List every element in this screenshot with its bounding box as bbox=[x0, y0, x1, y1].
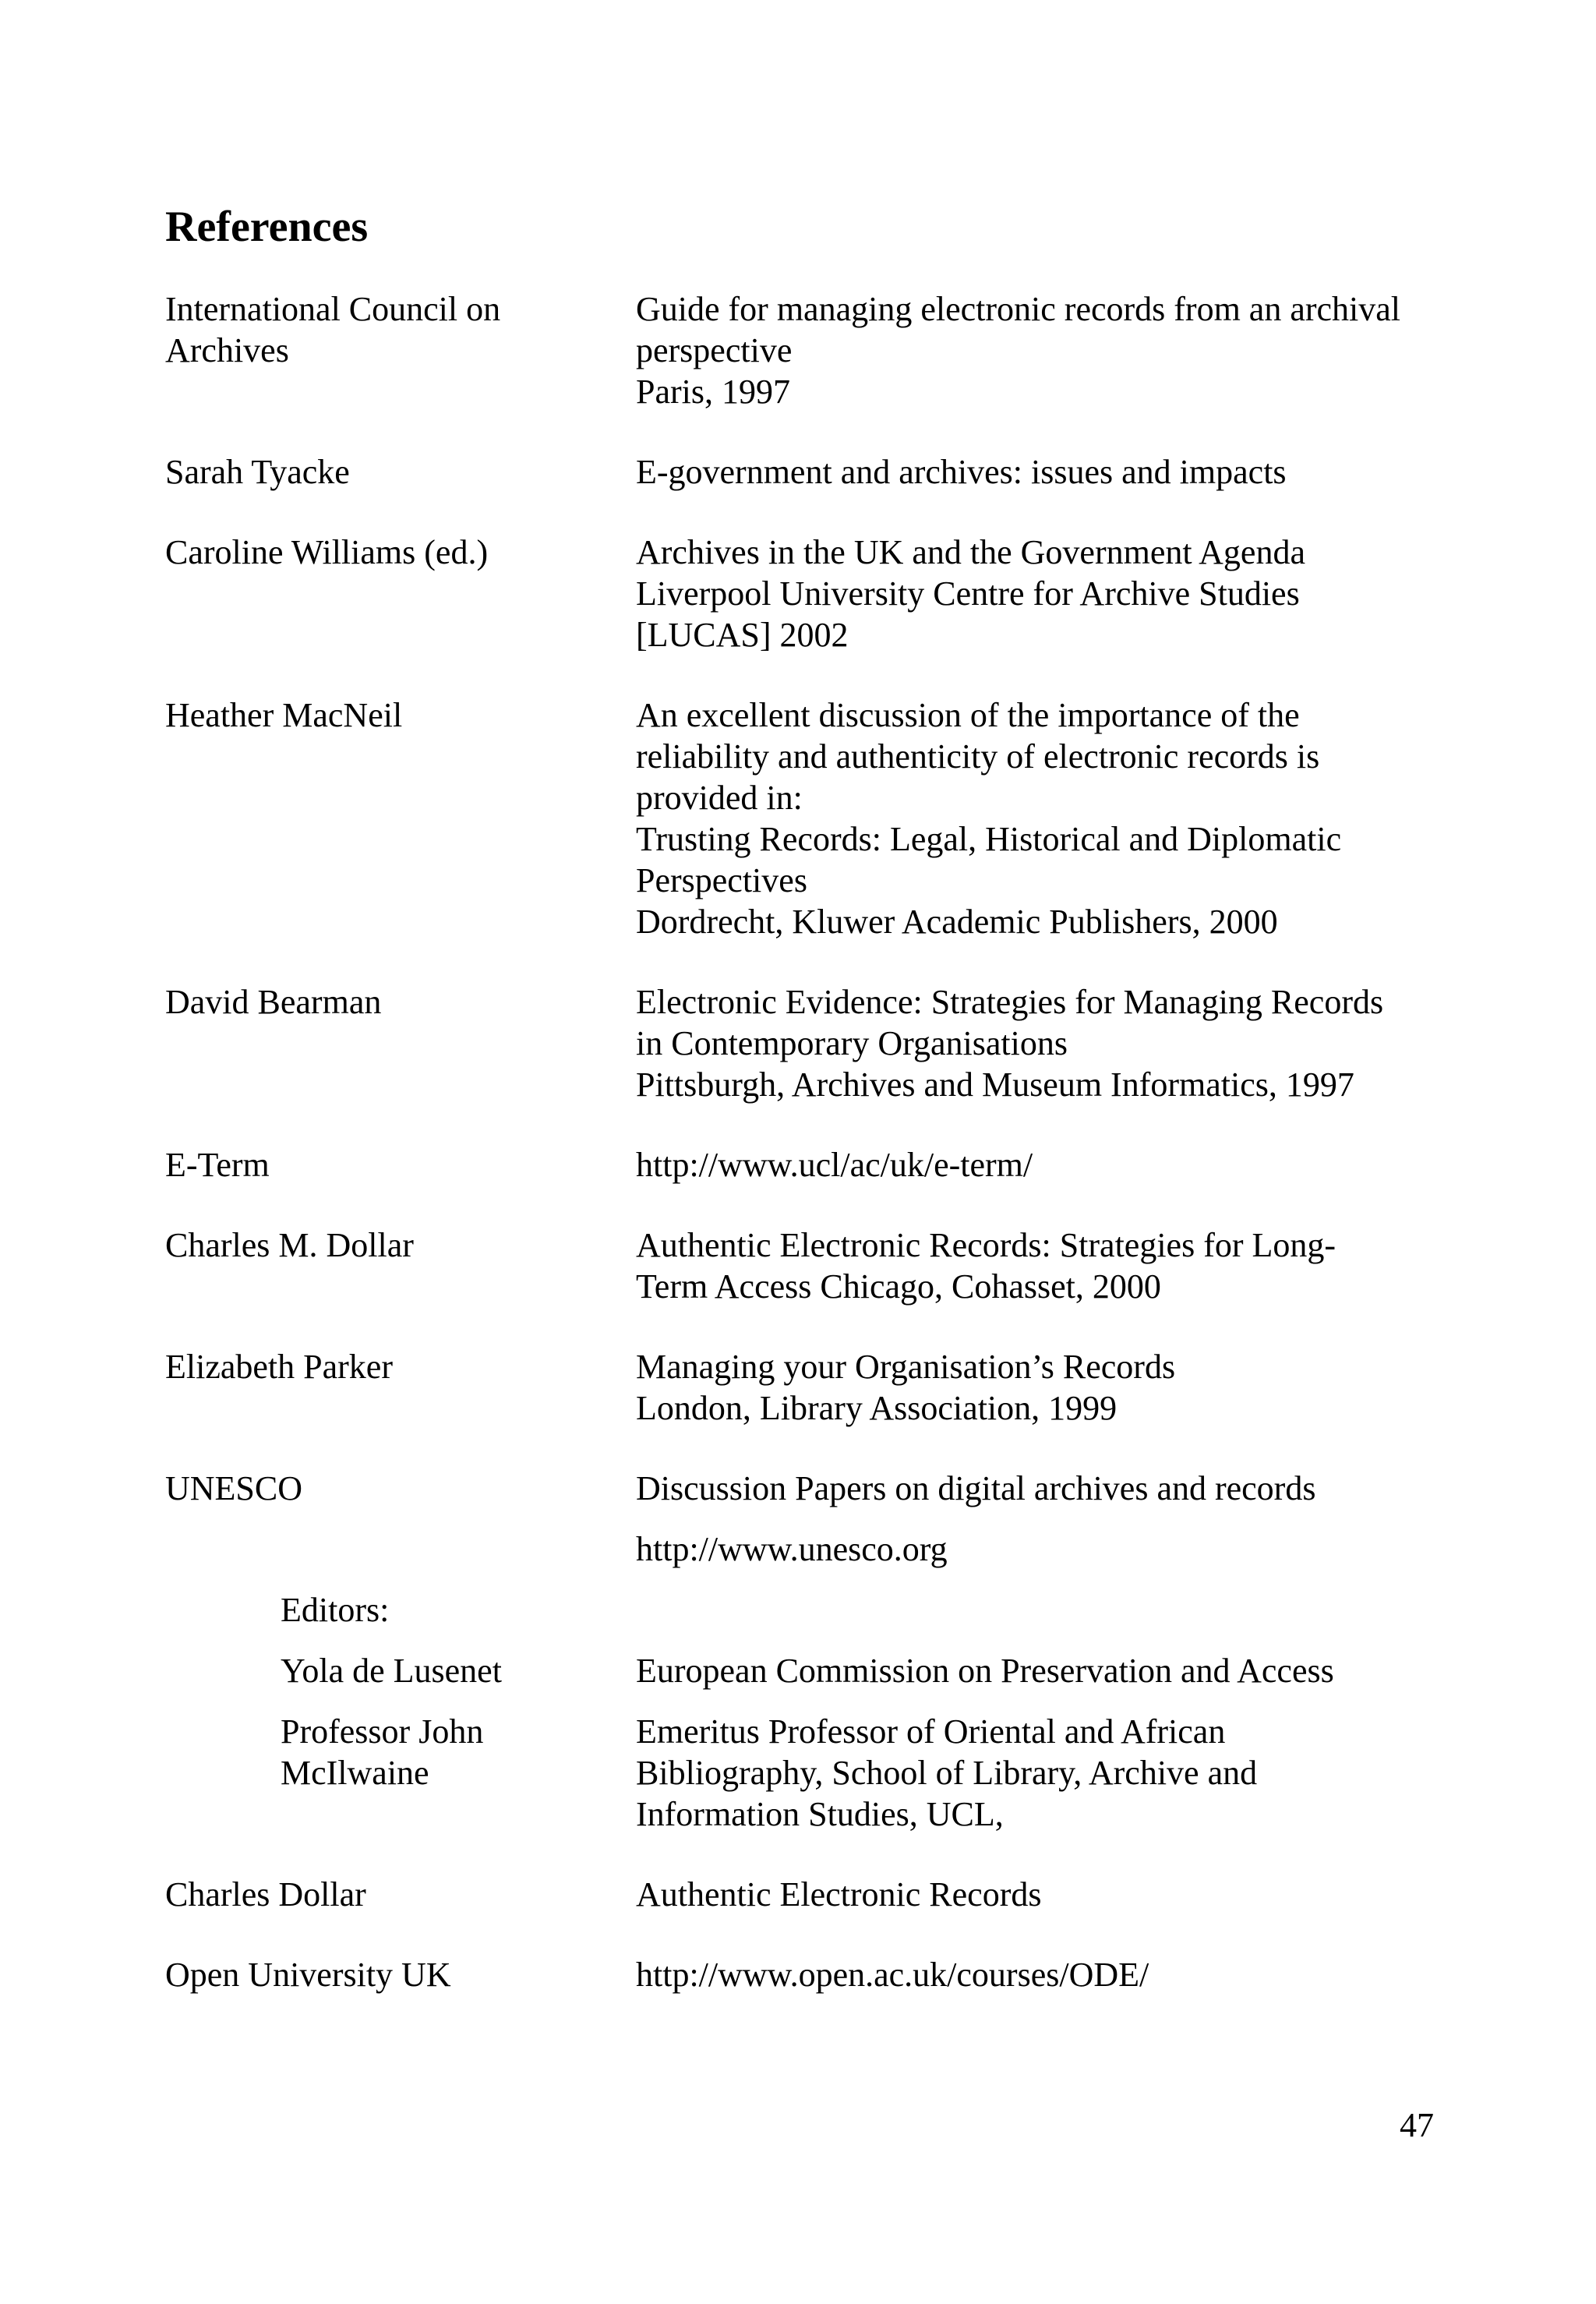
reference-work bbox=[636, 1468, 1451, 1509]
work-line: Authentic Electronic Records bbox=[636, 1875, 1042, 1914]
reference-author bbox=[165, 981, 602, 1023]
reference-work bbox=[636, 451, 1451, 493]
author-line: McIlwaine bbox=[281, 1754, 429, 1792]
work-line: Pittsburgh, Archives and Museum Informatics, 1997 bbox=[636, 1065, 1354, 1104]
page-number: 47 bbox=[1400, 2106, 1434, 2144]
reference-work bbox=[636, 288, 1451, 412]
reference-work bbox=[636, 1144, 1451, 1186]
reference-entry bbox=[165, 1346, 1451, 1429]
work-line: Paris, 1997 bbox=[636, 373, 790, 411]
author-line: Heather MacNeil bbox=[165, 696, 403, 734]
author-line: Caroline Williams (ed.) bbox=[165, 533, 489, 571]
reference-work bbox=[636, 1650, 1451, 1691]
reference-work bbox=[636, 532, 1451, 656]
work-line: [LUCAS] 2002 bbox=[636, 616, 849, 654]
reference-work bbox=[636, 694, 1451, 942]
work-line: provided in: bbox=[636, 779, 803, 817]
reference-entry bbox=[165, 981, 1451, 1105]
reference-work bbox=[636, 1711, 1451, 1835]
reference-work bbox=[636, 1954, 1451, 1995]
reference-work bbox=[636, 1346, 1451, 1429]
author-line: UNESCO bbox=[165, 1469, 303, 1507]
reference-entry bbox=[165, 1650, 1451, 1691]
author-line: Editors: bbox=[281, 1591, 390, 1629]
reference-entry bbox=[165, 1589, 1451, 1631]
work-line: http://www.ucl/ac/uk/e-term/ bbox=[636, 1146, 1033, 1184]
work-line: reliability and authenticity of electronic records is bbox=[636, 737, 1320, 776]
author-line: Open University UK bbox=[165, 1956, 451, 1994]
reference-entry bbox=[165, 1954, 1451, 1995]
reference-author bbox=[165, 451, 602, 493]
editors-label bbox=[281, 1589, 608, 1631]
reference-author bbox=[281, 1650, 608, 1691]
reference-entry bbox=[165, 1874, 1451, 1915]
work-line: Emeritus Professor of Oriental and African bbox=[636, 1712, 1226, 1751]
reference-author bbox=[165, 1468, 602, 1509]
reference-work bbox=[636, 1528, 1451, 1570]
work-line: Authentic Electronic Records: Strategies for Long- bbox=[636, 1226, 1336, 1264]
reference-entry bbox=[165, 694, 1451, 942]
reference-author bbox=[165, 694, 602, 736]
work-line: E-government and archives: issues and impacts bbox=[636, 453, 1287, 491]
author-line: David Bearman bbox=[165, 983, 382, 1021]
work-line: European Commission on Preservation and Access bbox=[636, 1652, 1334, 1690]
reference-entry bbox=[165, 1144, 1451, 1186]
reference-entry bbox=[165, 1468, 1451, 1509]
reference-entry bbox=[165, 451, 1451, 493]
reference-work bbox=[636, 1874, 1451, 1915]
author-line: Elizabeth Parker bbox=[165, 1348, 393, 1386]
author-line: Sarah Tyacke bbox=[165, 453, 350, 491]
work-line: An excellent discussion of the importance of the bbox=[636, 696, 1300, 734]
author-line: International Council on bbox=[165, 290, 501, 328]
work-line: Guide for managing electronic records from an archival bbox=[636, 290, 1401, 328]
work-line: London, Library Association, 1999 bbox=[636, 1389, 1118, 1427]
work-line: Bibliography, School of Library, Archive and bbox=[636, 1754, 1258, 1792]
reference-work bbox=[636, 981, 1451, 1105]
work-line: Term Access Chicago, Cohasset, 2000 bbox=[636, 1267, 1161, 1306]
work-line: Electronic Evidence: Strategies for Managing Records bbox=[636, 983, 1384, 1021]
author-line: E-Term bbox=[165, 1146, 270, 1184]
reference-author bbox=[165, 1346, 602, 1387]
reference-entry bbox=[165, 1711, 1451, 1835]
work-line: Dordrecht, Kluwer Academic Publishers, 2000 bbox=[636, 903, 1278, 941]
reference-author bbox=[165, 532, 602, 573]
author-line: Archives bbox=[165, 331, 289, 369]
author-line: Professor John bbox=[281, 1712, 484, 1751]
work-line: Archives in the UK and the Government Agenda bbox=[636, 533, 1305, 571]
reference-entry bbox=[165, 1224, 1451, 1307]
work-line: http://www.unesco.org bbox=[636, 1530, 948, 1568]
work-line: Information Studies, UCL, bbox=[636, 1795, 1004, 1833]
author-line: Charles Dollar bbox=[165, 1875, 366, 1914]
work-line: Perspectives bbox=[636, 861, 807, 899]
reference-author bbox=[281, 1711, 608, 1793]
work-line: Trusting Records: Legal, Historical and Diplomatic bbox=[636, 820, 1342, 858]
reference-author bbox=[165, 1874, 602, 1915]
reference-work bbox=[636, 1224, 1451, 1307]
reference-author bbox=[165, 1144, 602, 1186]
reference-entry bbox=[165, 1528, 1451, 1570]
author-line: Yola de Lusenet bbox=[281, 1652, 502, 1690]
work-line: perspective bbox=[636, 331, 793, 369]
reference-entry bbox=[165, 288, 1451, 412]
work-line: http://www.open.ac.uk/courses/ODE/ bbox=[636, 1956, 1149, 1994]
author-line: Charles M. Dollar bbox=[165, 1226, 414, 1264]
work-line: in Contemporary Organisations bbox=[636, 1024, 1068, 1062]
reference-list bbox=[165, 288, 1451, 1995]
reference-entry bbox=[165, 532, 1451, 656]
reference-author bbox=[165, 1954, 602, 1995]
work-line: Discussion Papers on digital archives and records bbox=[636, 1469, 1316, 1507]
reference-author bbox=[165, 288, 602, 371]
work-line: Managing your Organisation’s Records bbox=[636, 1348, 1176, 1386]
work-line: Liverpool University Centre for Archive Studies bbox=[636, 574, 1300, 613]
page-heading: References bbox=[165, 203, 369, 251]
reference-author bbox=[165, 1224, 602, 1266]
